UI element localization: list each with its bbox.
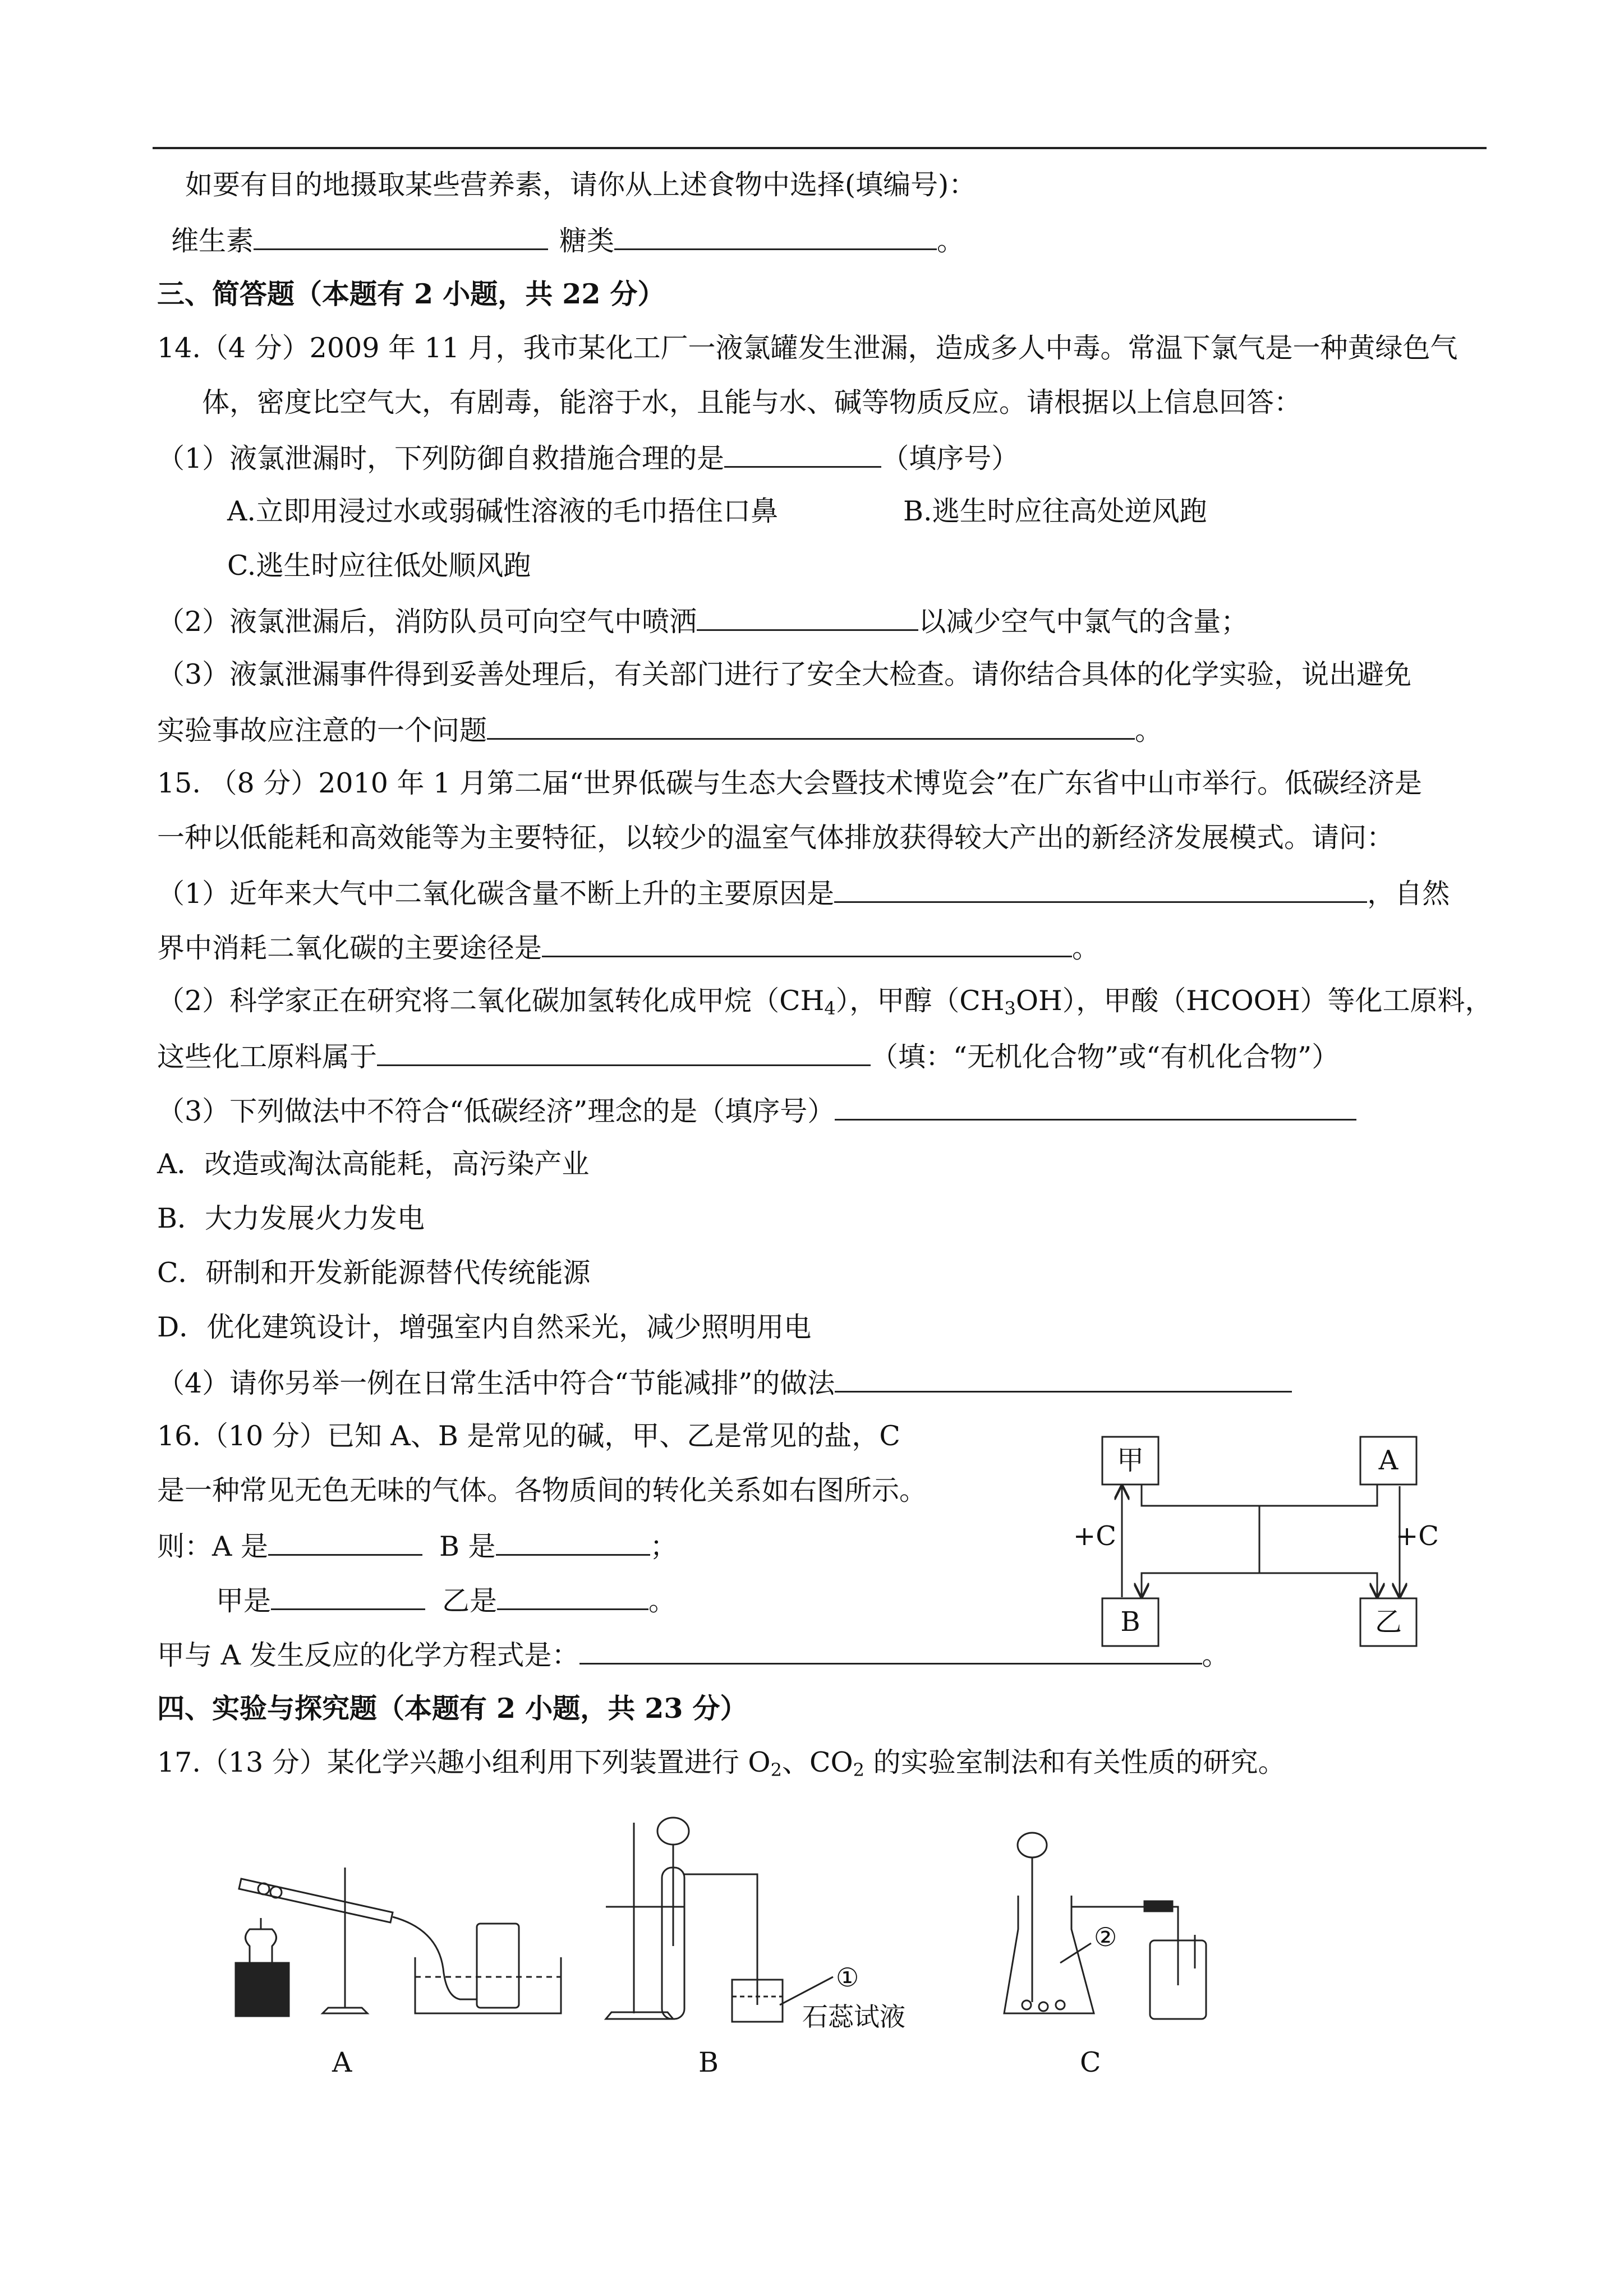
answer-blank-15-1a[interactable] (834, 875, 1367, 903)
question-16-answers: 甲是 乙是 。 (216, 1583, 676, 1618)
label-jia: 甲 (1116, 1445, 1144, 1476)
question-16-answers: 则：A 是 B 是 ； (157, 1528, 678, 1564)
option-c: C.逃生时应往低处顺风跑 (227, 550, 531, 582)
label-a: A (1378, 1445, 1398, 1476)
conversion-diagram (1073, 1424, 1447, 1660)
question-15-1: 界中消耗二氧化碳的主要途径是 。 (157, 930, 1099, 965)
litmus-label: 石蕊试液 (802, 2002, 905, 2032)
gas-jar (477, 1924, 519, 2008)
answer-blank-14-3[interactable] (487, 712, 1135, 740)
text-line: 维生素 糖类 。 (171, 223, 964, 258)
solid-reagent (1039, 2002, 1048, 2011)
question-15-stem: 一种以低能耗和高效能等为主要特征，以较少的温室气体排放获得较大产出的新经济发展模式。请问： (157, 822, 1395, 854)
header-rule (153, 147, 1487, 149)
question-15-4: （4）请你另举一例在日常生活中符合“节能减排”的做法 (157, 1365, 1292, 1400)
question-15-3: （3）下列做法中不符合“低碳经济”理念的是（填序号） (157, 1093, 1356, 1128)
question-14-1: （1）液氯泄漏时，下列防御自救措施合理的是 （填序号） (157, 440, 1019, 476)
answer-blank-15-4[interactable] (835, 1365, 1292, 1393)
delivery-tube (684, 1874, 757, 2005)
delivery-tube (393, 1917, 477, 1999)
option-b: B.逃生时应往高处逆风跑 (903, 495, 1207, 527)
question-16-equation: 甲与 A 发生反应的化学方程式是： 。 (157, 1637, 1230, 1672)
question-14-3: 实验事故应注意的一个问题 。 (157, 712, 1162, 748)
reagent (270, 1887, 282, 1898)
solid-reagent (1056, 2000, 1065, 2009)
connector-bottom (1142, 1573, 1377, 1597)
conical-flask (1004, 1896, 1094, 2013)
apparatus-label-a: A (332, 2046, 352, 2078)
choice-c: C．研制和开发新能源替代传统能源 (157, 1257, 591, 1289)
answer-blank-a[interactable] (268, 1528, 422, 1556)
burner-block (236, 1963, 289, 2016)
answer-blank-15-3[interactable] (835, 1093, 1356, 1121)
answer-blank-jia[interactable] (271, 1583, 425, 1610)
question-14-stem: 14.（4 分）2009 年 11 月，我市某化工厂一液氯罐发生泄漏，造成多人中毒。常温下氯气是一种黄绿色气 (157, 332, 1458, 364)
answer-blank-vitamin[interactable] (254, 223, 548, 250)
funnel-bulb (657, 1818, 689, 1845)
option-a: A.立即用浸过水或弱碱性溶液的毛巾捂住口鼻 (227, 495, 778, 527)
text-line: 如要有目的地摄取某些营养素，请你从上述食物中选择(填编号)： (185, 169, 977, 201)
pointer-1 (780, 1977, 833, 2005)
test-tube (239, 1879, 393, 1922)
question-14-2: （2）液氯泄漏后，消防队员可向空气中喷洒 以减少空气中氯气的含量； (157, 603, 1248, 639)
solid-reagent (1022, 2000, 1031, 2009)
label-plus-c-left: +C (1073, 1520, 1116, 1552)
apparatus-label-c: C (1080, 2046, 1101, 2078)
reagent (258, 1883, 269, 1894)
question-15-2: 这些化工原料属于 （填：“无机化合物”或“有机化合物”） (157, 1039, 1339, 1074)
answer-blank-b[interactable] (496, 1528, 650, 1556)
choice-b: B．大力发展火力发电 (157, 1202, 425, 1234)
rubber-joint (1144, 1901, 1172, 1911)
apparatus-a (224, 1845, 572, 2030)
water-trough (415, 1957, 561, 2013)
alcohol-lamp (246, 1929, 277, 1963)
answer-blank-yi[interactable] (497, 1583, 648, 1610)
question-15-1: （1）近年来大气中二氧化碳含量不断上升的主要原因是 ，自然 (157, 875, 1450, 911)
answer-blank-15-2[interactable] (377, 1039, 871, 1066)
marker-2: ② (1094, 1922, 1117, 1952)
connector-top (1142, 1484, 1377, 1506)
answer-blank-14-2[interactable] (697, 603, 918, 631)
choice-a: A．改造或淘汰高能耗，高污染产业 (157, 1148, 590, 1180)
question-16-stem: 16.（10 分）已知 A、B 是常见的碱，甲、乙是常见的盐，C (157, 1420, 900, 1452)
apparatus-b (595, 1811, 942, 2036)
question-15-stem: 15. （8 分）2010 年 1 月第二届“世界低碳与生态大会暨技术博览会”在广东省中山市举行。低碳经济是 (157, 767, 1422, 799)
apparatus-c (993, 1823, 1229, 2036)
question-15-2: （2）科学家正在研究将二氧化碳加氢转化成甲烷$(CH_4)$，甲醇$(CH_3OH)$，甲酸（HCOOH）等化工原料， (157, 985, 1493, 1019)
question-14-stem: 体，密度比空气大，有剧毒，能溶于水，且能与水、碱等物质反应。请根据以上信息回答： (202, 386, 1302, 418)
question-16-stem: 是一种常见无色无味的气体。各物质间的转化关系如右图所示。 (157, 1474, 927, 1506)
apparatus-label-b: B (698, 2046, 719, 2078)
marker-1: ① (836, 1962, 859, 1993)
question-14-3: （3）液氯泄漏事件得到妥善处理后，有关部门进行了安全大检查。请你结合具体的化学实验，说出避免 (157, 658, 1412, 690)
section-heading: 三、简答题（本题有 2 小题，共 22 分） (157, 278, 665, 310)
answer-blank-15-1b[interactable] (542, 930, 1072, 957)
funnel-bulb (1018, 1833, 1047, 1857)
choice-d: D．优化建筑设计，增强室内自然采光，减少照明用电 (157, 1311, 812, 1343)
label-b: B (1120, 1606, 1140, 1638)
answer-blank-14-1[interactable] (724, 440, 881, 468)
section-heading: 四、实验与探究题（本题有 2 小题，共 23 分） (157, 1692, 748, 1725)
label-yi: 乙 (1374, 1606, 1402, 1638)
question-17-stem: 17.（13 分）某化学兴趣小组利用下列装置进行 $O_2$、$CO_2$ 的实验室制法和有关性质的研究。 (157, 1746, 1286, 1781)
label-plus-c-right: +C (1396, 1520, 1439, 1552)
answer-blank-sugar[interactable] (614, 223, 937, 250)
iron-stand-base (323, 2008, 367, 2013)
